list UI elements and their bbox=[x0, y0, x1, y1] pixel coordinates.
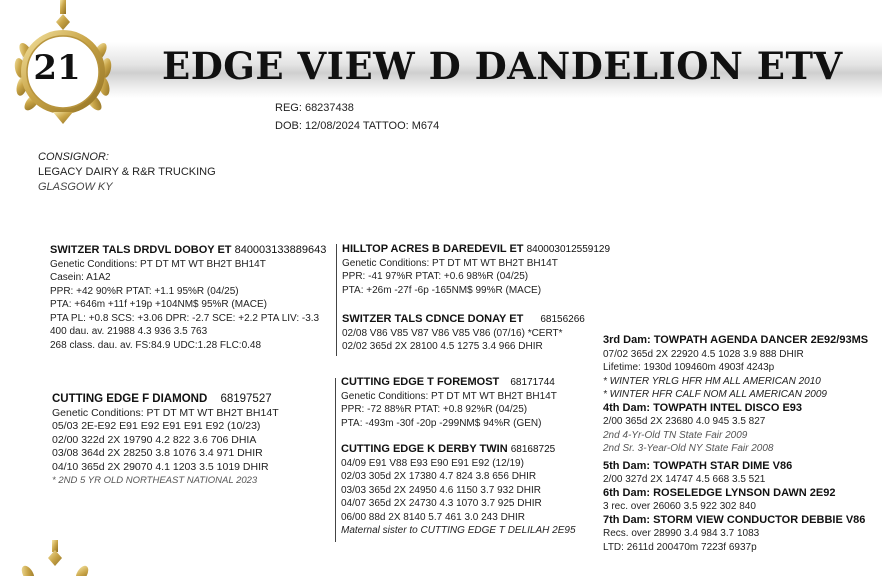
sire-reg: 840003133889643 bbox=[234, 244, 327, 256]
dam-line: 02/00 322d 2X 19790 4.2 822 3.6 706 DHIA bbox=[52, 433, 257, 446]
animal-name: EDGE VIEW D DANDELION ETV bbox=[162, 44, 843, 88]
sires-sire-line: Genetic Conditions: PT DT MT WT BH2T BH14T bbox=[342, 257, 558, 269]
dams-dam-line: 04/09 E91 V88 E93 E90 E91 E92 (12/19) bbox=[341, 457, 524, 469]
sire-line: 268 class. dau. av. FS:84.9 UDC:1.28 FLC:0.48 bbox=[50, 339, 262, 351]
dam-pedigree-bracket bbox=[335, 378, 336, 542]
consignor-name: LEGACY DAIRY & R&R TRUCKING bbox=[38, 166, 216, 178]
sires-dam-name: SWITZER TALS CDNCE DONAY ET bbox=[342, 313, 524, 325]
dam-reg: 68197527 bbox=[220, 393, 272, 405]
dams-dam-line: 02/03 305d 2X 17380 4.7 824 3.8 656 DHIR bbox=[341, 471, 537, 482]
dams-dam-line: 03/03 365d 2X 24950 4.6 1150 3.7 932 DHIR bbox=[341, 484, 541, 496]
dam-line: Genetic Conditions: PT DT MT WT BH2T BH14T bbox=[52, 406, 279, 419]
fourth-dam-note: 2nd 4-Yr-Old TN State Fair 2009 bbox=[603, 429, 748, 441]
sires-sire-line: PPR: -41 97%R PTAT: +0.6 98%R (04/25) bbox=[342, 271, 529, 282]
seventh-dam-line: Recs. over 28990 3.4 984 3.7 1083 bbox=[603, 528, 760, 539]
fourth-dam-note: 2nd Sr. 3-Year-Old NY State Fair 2008 bbox=[603, 443, 774, 454]
sire-pedigree-bracket bbox=[336, 244, 337, 356]
sixth-dam-line: 3 rec. over 26060 3.5 922 302 840 bbox=[603, 501, 756, 512]
sire-line: PTA: +646m +11f +19p +104NM$ 95%R (MACE) bbox=[50, 299, 267, 310]
fifth-dam-label: 5th Dam: TOWPATH STAR DIME V86 bbox=[603, 459, 793, 472]
sires-sire-block bbox=[342, 243, 610, 297]
dams-sire-line: PTA: -493m -30f -20p -299NM$ 94%R (GEN) bbox=[341, 417, 542, 429]
third-dam-line: Lifetime: 1930d 109460m 4903f 4243p bbox=[603, 362, 775, 373]
dam-line: 04/10 365d 2X 29070 4.1 1203 3.5 1019 DHIR bbox=[52, 460, 269, 473]
sire-line: PTA PL: +0.8 SCS: +3.06 DPR: -2.7 SCE: +2.2 PTA LIV: -3.3 bbox=[50, 312, 320, 324]
sires-dam-line: 02/02 365d 2X 28100 4.5 1275 3.4 966 DHIR bbox=[342, 341, 543, 352]
third-dam-note: * WINTER HFR CALF NOM ALL AMERICAN 2009 bbox=[603, 389, 827, 400]
dam-line: 03/08 364d 2X 28250 3.8 1076 3.4 971 DHIR bbox=[52, 447, 263, 459]
seventh-dam-line: LTD: 2611d 200470m 7223f 6937p bbox=[603, 541, 757, 553]
sire-line: PPR: +42 90%R PTAT: +1.1 95%R (04/25) bbox=[50, 285, 239, 297]
dam-note: * 2ND 5 YR OLD NORTHEAST NATIONAL 2023 bbox=[52, 475, 258, 486]
third-dam-note: * WINTER YRLG HFR HM ALL AMERICAN 2010 bbox=[603, 375, 821, 387]
dam-block bbox=[52, 393, 279, 488]
sires-sire-line: PTA: +26m -27f -6p -165NM$ 99%R (MACE) bbox=[342, 284, 542, 296]
dams-dam-name: CUTTING EDGE K DERBY TWIN bbox=[341, 443, 508, 455]
dams-sire-line: PPR: -72 88%R PTAT: +0.8 92%R (04/25) bbox=[341, 404, 528, 415]
sire-line: 400 dau. av. 21988 4.3 936 3.5 763 bbox=[50, 326, 208, 337]
sires-dam-block bbox=[342, 313, 585, 354]
badge-top-ornament-icon bbox=[56, 0, 70, 30]
dams-dam-note: Maternal sister to CUTTING EDGE T DELILAH 2E95 bbox=[341, 525, 576, 536]
dam-line: 05/03 2E-E92 E91 E92 E91 E91 E92 (10/23) bbox=[52, 420, 261, 432]
maternal-line-block bbox=[603, 334, 868, 554]
sire-line: Casein: A1A2 bbox=[50, 272, 111, 283]
sire-line: Genetic Conditions: PT DT MT WT BH2T BH14T bbox=[50, 258, 266, 270]
sire-header bbox=[50, 244, 326, 258]
sixth-dam-label: 6th Dam: ROSELEDGE LYNSON DAWN 2E92 bbox=[603, 486, 836, 499]
third-dam-line: 07/02 365d 2X 22920 4.5 1028 3.9 888 DHIR bbox=[603, 348, 804, 360]
sire-name: SWITZER TALS DRDVL DOBOY ET bbox=[50, 244, 232, 256]
dams-sire-name: CUTTING EDGE T FOREMOST bbox=[341, 376, 500, 388]
fourth-dam-label: 4th Dam: TOWPATH INTEL DISCO E93 bbox=[603, 401, 803, 414]
sires-dam-line: 02/08 V86 V85 V87 V86 V85 V86 (07/16) *CERT* bbox=[342, 327, 563, 339]
lot-number: 21 bbox=[33, 48, 81, 88]
consignor-location: GLASGOW KY bbox=[38, 181, 113, 193]
dams-dam-reg: 68168725 bbox=[510, 444, 556, 455]
sires-sire-name: HILLTOP ACRES B DAREDEVIL ET bbox=[342, 243, 524, 255]
dam-name: CUTTING EDGE F DIAMOND bbox=[52, 393, 208, 405]
sires-sire-reg: 840003012559129 bbox=[526, 244, 611, 255]
fourth-dam-line: 2/00 365d 2X 23680 4.0 945 3.5 827 bbox=[603, 416, 766, 427]
sires-dam-reg: 68156266 bbox=[540, 314, 585, 325]
seventh-dam-label: 7th Dam: STORM VIEW CONDUCTOR DEBBIE V86 bbox=[603, 513, 866, 526]
reg-number: REG: 68237438 bbox=[275, 102, 354, 114]
dams-dam-line: 04/07 365d 2X 24730 4.3 1070 3.7 925 DHIR bbox=[341, 498, 542, 509]
dams-dam-line: 06/00 88d 2X 8140 5.7 461 3.0 243 DHIR bbox=[341, 511, 526, 523]
third-dam-label: 3rd Dam: TOWPATH AGENDA DANCER 2E92/93MS bbox=[603, 334, 869, 346]
next-lot-ornament-icon bbox=[20, 540, 90, 576]
dob-tattoo: DOB: 12/08/2024 TATTOO: M674 bbox=[275, 120, 440, 132]
dams-dam-block bbox=[341, 443, 576, 538]
dams-sire-block bbox=[341, 376, 557, 430]
dams-sire-line: Genetic Conditions: PT DT MT WT BH2T BH14T bbox=[341, 390, 557, 402]
sire-block bbox=[50, 244, 326, 352]
fifth-dam-line: 2/00 327d 2X 14747 4.5 668 3.5 521 bbox=[603, 474, 766, 485]
dams-sire-reg: 68171744 bbox=[510, 377, 555, 388]
consignor-label: CONSIGNOR: bbox=[38, 151, 109, 163]
